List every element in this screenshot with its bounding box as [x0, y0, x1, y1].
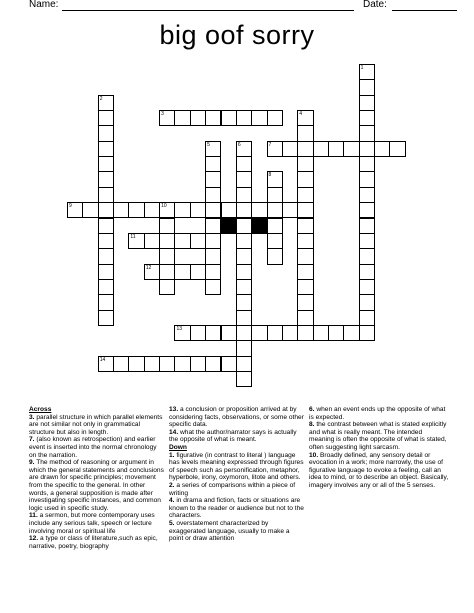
crossword-cell[interactable]	[174, 110, 190, 126]
clue-number: 8	[268, 172, 272, 179]
clue-number: 11	[130, 233, 136, 240]
crossword-cell[interactable]	[205, 187, 221, 203]
clue-number: 5	[207, 141, 210, 148]
crossword-cell[interactable]	[221, 325, 237, 341]
clue-number: 3	[161, 111, 164, 118]
clue-across-9: 9. The method of reasoning or argument in which the general statements and conclusions are drawn for specific principles; movement from the specific to the general. In other words, a general supposition is made after investigating specific instances, and common logic used in specific study.	[29, 459, 164, 512]
crossword-cell[interactable]	[236, 171, 252, 187]
clue-number: 4	[299, 111, 303, 118]
crossword-cell[interactable]	[251, 202, 267, 218]
crossword-cell[interactable]	[98, 218, 114, 234]
crossword-cell[interactable]	[297, 233, 313, 249]
clues-column-3	[309, 406, 449, 490]
crossword-cell[interactable]	[98, 202, 114, 218]
clue-down-4: 4. in drama and fiction, facts or situations are known to the reader or audience but not to the characters.	[169, 497, 304, 520]
clue-down-5: 5. overstatement characterized by exaggerated language, usually to make a point or draw attention	[169, 519, 290, 543]
crossword-cell[interactable]	[205, 233, 221, 249]
crossword-cell[interactable]	[144, 233, 160, 249]
crossword-cell[interactable]	[174, 202, 190, 218]
crossword-cell[interactable]	[144, 202, 160, 218]
crossword-cell[interactable]	[236, 218, 252, 234]
crossword-cell[interactable]	[251, 110, 267, 126]
crossword-cell[interactable]	[343, 325, 359, 341]
crossword-cell[interactable]	[267, 202, 283, 218]
crossword-block	[251, 218, 267, 234]
crossword-cell[interactable]	[359, 202, 375, 218]
crossword-cell[interactable]	[236, 248, 252, 264]
clue-down-2: 2. a series of comparisons within a piece of writing	[169, 481, 296, 497]
crossword-cell[interactable]	[205, 156, 221, 172]
crossword-cell[interactable]	[98, 294, 114, 310]
crossword-cell[interactable]	[236, 156, 252, 172]
crossword-cell[interactable]	[236, 371, 252, 387]
clue-across-12: 12. a type or class of literature,such as epic, narrative, poetry, biography	[29, 535, 158, 550]
crossword-cell[interactable]	[205, 248, 221, 264]
crossword-cell[interactable]	[205, 325, 221, 341]
crossword-cell[interactable]	[98, 125, 114, 141]
crossword-cell[interactable]	[297, 248, 313, 264]
clue-across-11: 11. a sermon, but more contemporary uses include any serious talk, speech or lecture involving moral or spiritual life	[29, 512, 155, 535]
crossword-cell[interactable]	[236, 356, 252, 372]
crossword-cell[interactable]	[359, 218, 375, 234]
crossword-cell[interactable]	[359, 95, 375, 111]
clue-number: 14	[99, 356, 106, 363]
clue-down-1: 1. figurative (in contrast to literal ) language has levels meaning expressed through figures of speech such as personification, metaphor, hyperbole, irony, oxymoron, litote and others.	[169, 451, 304, 482]
crossword-cell[interactable]	[297, 141, 313, 157]
crossword-cell[interactable]	[98, 156, 114, 172]
crossword-cell[interactable]	[205, 356, 221, 372]
crossword-cell[interactable]	[297, 310, 313, 326]
crossword-cell[interactable]	[328, 325, 344, 341]
crossword-cell[interactable]	[174, 233, 190, 249]
crossword-cell[interactable]	[98, 110, 114, 126]
crossword-cell[interactable]	[282, 202, 298, 218]
crossword-cell[interactable]	[221, 110, 237, 126]
crossword-cell[interactable]	[205, 171, 221, 187]
clues-column-2	[169, 406, 304, 543]
crossword-cell[interactable]	[297, 279, 313, 295]
crossword-cell[interactable]	[282, 325, 298, 341]
crossword-cell[interactable]	[297, 218, 313, 234]
crossword-block	[221, 218, 237, 234]
crossword-cell[interactable]	[190, 264, 206, 280]
crossword-cell[interactable]	[359, 310, 375, 326]
clue-number: 6	[237, 141, 241, 148]
crossword-cell[interactable]	[98, 279, 114, 295]
crossword-cell[interactable]	[297, 325, 313, 341]
crossword-cell[interactable]	[159, 248, 175, 264]
crossword-cell[interactable]	[297, 125, 313, 141]
crossword-cell[interactable]	[159, 233, 175, 249]
crossword-cell[interactable]	[159, 279, 175, 295]
clue-number: 13	[176, 325, 182, 332]
crossword-cell[interactable]	[359, 110, 375, 126]
crossword-cell[interactable]	[174, 356, 190, 372]
crossword-cell[interactable]	[236, 202, 252, 218]
clues-column-1	[29, 406, 164, 550]
crossword-cell[interactable]	[113, 356, 129, 372]
crossword-cell[interactable]	[374, 141, 390, 157]
crossword-cell[interactable]	[98, 248, 114, 264]
crossword-cell[interactable]	[313, 325, 329, 341]
crossword-cell[interactable]	[205, 279, 221, 295]
crossword-cell[interactable]	[190, 110, 206, 126]
crossword-cell[interactable]	[359, 156, 375, 172]
clue-across-13: 13. a conclusion or proposition arrived at by considering facts, observations, or some other specific data.	[169, 406, 304, 429]
crossword-cell[interactable]	[98, 187, 114, 203]
crossword-cell[interactable]	[359, 264, 375, 280]
page-title: big oof sorry	[159, 20, 315, 50]
crossword-cell[interactable]	[297, 264, 313, 280]
clue-number: 7	[268, 141, 272, 148]
crossword-cell[interactable]	[159, 218, 175, 234]
crossword-cell[interactable]	[267, 218, 283, 234]
crossword-cell[interactable]	[236, 264, 252, 280]
crossword-cell[interactable]	[267, 187, 283, 203]
clue-number: 1	[360, 65, 364, 71]
crossword-cell[interactable]	[159, 356, 175, 372]
crossword-cell[interactable]	[297, 294, 313, 310]
crossword-cell[interactable]	[205, 202, 221, 218]
crossword-cell[interactable]	[98, 233, 114, 249]
down-heading: Down	[169, 443, 187, 451]
crossword-cell[interactable]	[82, 202, 98, 218]
crossword-cell[interactable]	[328, 141, 344, 157]
crossword-cell[interactable]	[128, 356, 144, 372]
crossword-cell[interactable]	[313, 141, 329, 157]
across-heading: Across	[29, 406, 52, 413]
clue-number: 12	[145, 264, 152, 271]
clue-across-7: 7. (also known as retrospection) and earlier event is inserted into the normal chronology on the narration.	[29, 436, 157, 459]
crossword-cell[interactable]	[297, 171, 313, 187]
crossword-cell[interactable]	[267, 233, 283, 249]
clue-down-8: 8. the contrast between what is stated explicitly and what is really meant. The intended meaning is often the opposite of what is stated, often suggesting light sarcasm.	[309, 421, 447, 451]
crossword-cell[interactable]	[236, 340, 252, 356]
crossword-cell[interactable]	[190, 233, 206, 249]
crossword-cell[interactable]	[359, 294, 375, 310]
crossword-cell[interactable]	[98, 310, 114, 326]
crossword-cell[interactable]	[236, 310, 252, 326]
clue-across-3: 3. parallel structure in which parallel elements are not similar not only in grammatical structure but also in length.	[29, 413, 163, 436]
crossword-cell[interactable]	[282, 141, 298, 157]
crossword-cell[interactable]	[236, 294, 252, 310]
crossword-cell[interactable]	[236, 279, 252, 295]
crossword-cell[interactable]	[297, 187, 313, 203]
crossword-cell[interactable]	[297, 156, 313, 172]
clue-number: 2	[99, 95, 103, 102]
name-label: Name:	[29, 0, 59, 10]
crossword-cell[interactable]	[190, 356, 206, 372]
crossword-cell[interactable]	[236, 110, 252, 126]
crossword-cell[interactable]	[236, 233, 252, 249]
crossword-cell[interactable]	[205, 218, 221, 234]
crossword-cell[interactable]	[343, 141, 359, 157]
crossword-cell[interactable]	[359, 125, 375, 141]
clue-down-6: 6. when an event ends up the opposite of what is expected.	[309, 406, 446, 421]
crossword-cell[interactable]	[267, 325, 283, 341]
crossword-cell[interactable]	[359, 233, 375, 249]
clue-across-14: 14. what the author/narrator says is actually the opposite of what is meant.	[169, 428, 297, 444]
crossword-cell[interactable]	[359, 248, 375, 264]
crossword-cell[interactable]	[159, 264, 175, 280]
crossword-cell[interactable]	[359, 325, 375, 341]
crossword-cell[interactable]	[128, 202, 144, 218]
clue-number: 10	[161, 203, 167, 210]
crossword-cell[interactable]	[98, 264, 114, 280]
crossword-cell[interactable]	[144, 356, 160, 372]
crossword-cell[interactable]	[389, 141, 405, 157]
crossword-cell[interactable]	[267, 248, 283, 264]
crossword-cell[interactable]	[190, 202, 206, 218]
clue-number: 9	[69, 203, 72, 210]
crossword-cell[interactable]	[236, 187, 252, 203]
crossword-cell[interactable]	[221, 356, 237, 372]
crossword-cell[interactable]	[98, 171, 114, 187]
crossword-cell[interactable]	[359, 279, 375, 295]
crossword-cell[interactable]	[359, 141, 375, 157]
crossword-cell[interactable]	[190, 325, 206, 341]
crossword-cell[interactable]	[359, 79, 375, 95]
crossword-cell[interactable]	[267, 110, 283, 126]
crossword-cell[interactable]	[113, 202, 129, 218]
crossword-cell[interactable]	[205, 110, 221, 126]
crossword-cell[interactable]	[205, 264, 221, 280]
date-label: Date:	[363, 0, 387, 10]
clue-down-10: 10. Broadly defined, any sensory detail or evocation in a work; more narrowly, the use of figurative language to evoke a feeling, call an idea to mind, or to describe an object. Basically, imagery involves any or all of the 5 senses.	[309, 451, 449, 489]
crossword-cell[interactable]	[236, 325, 252, 341]
crossword-cell[interactable]	[98, 141, 114, 157]
crossword-cell[interactable]	[221, 202, 237, 218]
crossword-cell[interactable]	[297, 202, 313, 218]
crossword-cell[interactable]	[359, 187, 375, 203]
crossword-cell[interactable]	[174, 264, 190, 280]
crossword-cell[interactable]	[251, 325, 267, 341]
crossword-cell[interactable]	[359, 171, 375, 187]
